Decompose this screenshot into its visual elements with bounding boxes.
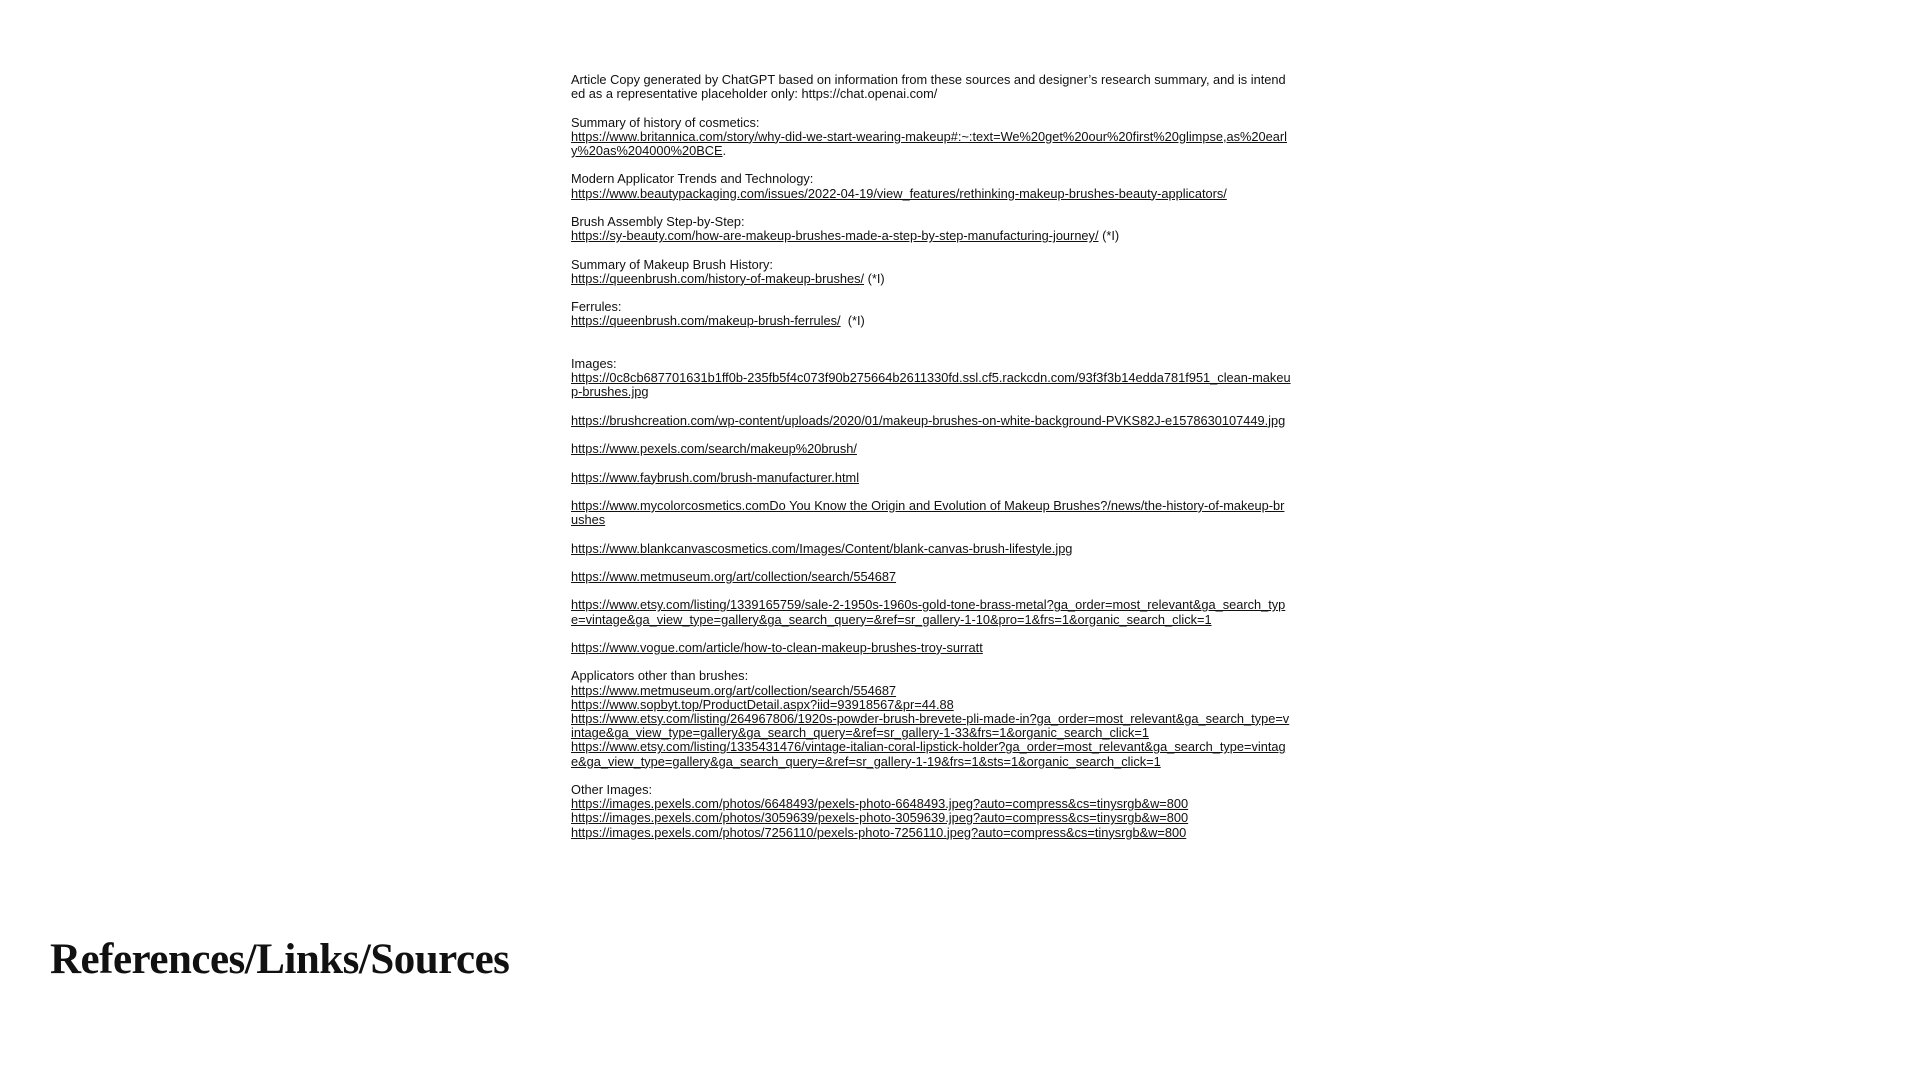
image-link-2[interactable]: https://brushcreation.com/wp-content/uploads/2020/01/makeup-brushes-on-white-background-PVKS82J-e1578630107449.jpg xyxy=(571,412,1286,428)
image-link-block-5 xyxy=(571,499,1291,527)
image-link-block-3 xyxy=(571,442,1291,456)
other-image-link-2[interactable]: https://images.pexels.com/photos/3059639/pexels-photo-3059639.jpeg?auto=compress&cs=tinysrgb&w=800 xyxy=(571,810,1189,826)
image-link-block-2 xyxy=(571,414,1291,428)
image-link-6[interactable]: https://www.blankcanvascosmetics.com/Images/Content/blank-canvas-brush-lifestyle.jpg xyxy=(571,540,1073,556)
applicator-link-2[interactable]: https://www.sopbyt.top/ProductDetail.aspx?iid=93918567&pr=44.88 xyxy=(571,696,954,712)
applicator-trends-block xyxy=(571,172,1291,200)
references-list xyxy=(571,73,1291,840)
applicators-block xyxy=(571,669,1291,768)
image-link-8[interactable]: https://www.etsy.com/listing/1339165759/sale-2-1950s-1960s-gold-tone-brass-metal?ga_order=most_relevant&ga_search_type=vintage&ga_view_type=gallery&ga_search_query=&ref=sr_gallery-1-10&pro=1&frs=1&organic_search_click=1 xyxy=(571,597,1286,627)
brush-history-note: (*I) xyxy=(864,270,885,286)
history-cosmetics-block xyxy=(571,116,1291,159)
ferrules-note: (*I) xyxy=(840,313,865,329)
history-cosmetics-link[interactable]: https://www.britannica.com/story/why-did-we-start-wearing-makeup#:~:text=We%20get%20our%20first%20glimpse,as%20early%20as%204000%20BCE xyxy=(571,128,1288,158)
brush-assembly-block xyxy=(571,215,1291,243)
page-title: References/Links/Sources xyxy=(50,935,510,983)
brush-history-entry xyxy=(571,272,1291,286)
image-link-3[interactable]: https://www.pexels.com/search/makeup%20brush/ xyxy=(571,441,857,457)
applicator-trends-link[interactable]: https://www.beautypackaging.com/issues/2022-04-19/view_features/rethinking-makeup-brushes-beauty-applicators/ xyxy=(571,185,1227,201)
ferrules-link[interactable]: https://queenbrush.com/makeup-brush-ferrules/ xyxy=(571,313,841,329)
applicators-label: Applicators other than brushes: xyxy=(571,668,749,684)
ferrules-block xyxy=(571,300,1291,328)
other-images-block xyxy=(571,783,1291,840)
image-link-4[interactable]: https://www.faybrush.com/brush-manufacturer.html xyxy=(571,469,860,485)
brush-history-block xyxy=(571,258,1291,286)
image-link-1[interactable]: https://0c8cb687701631b1ff0b-235fb5f4c073f90b275664b2611330fd.ssl.cf5.rackcdn.com/93f3f3b14edda781f951_clean-makeup-brushes.jpg xyxy=(571,370,1291,400)
other-images-label: Other Images: xyxy=(571,781,653,797)
intro-text: Article Copy generated by ChatGPT based on information from these sources and designer’s research summary, and is intended as a representative placeholder only: https://chat.openai.com/ xyxy=(571,72,1286,102)
image-link-block-7 xyxy=(571,570,1291,584)
images-block xyxy=(571,357,1291,400)
brush-assembly-note: (*I) xyxy=(1098,228,1120,244)
image-link-block-4 xyxy=(571,471,1291,485)
applicator-link-1[interactable]: https://www.metmuseum.org/art/collection/search/554687 xyxy=(571,682,897,698)
applicator-trends-label: Modern Applicator Trends and Technology: xyxy=(571,171,814,187)
history-cosmetics-label: Summary of history of cosmetics: xyxy=(571,114,760,130)
applicator-link-3[interactable]: https://www.etsy.com/listing/264967806/1920s-powder-brush-brevete-pli-made-in?ga_order=most_relevant&ga_search_type=vintage&ga_view_type=gallery&ga_search_query=&ref=sr_gallery-1-33&frs=1&organic_search_click=1 xyxy=(571,710,1290,741)
brush-history-link[interactable]: https://queenbrush.com/history-of-makeup-brushes/ xyxy=(571,270,865,286)
brush-assembly-label: Brush Assembly Step-by-Step: xyxy=(571,213,745,229)
history-cosmetics-suffix: . xyxy=(722,143,727,158)
brush-history-label: Summary of Makeup Brush History: xyxy=(571,256,773,272)
intro-block xyxy=(571,73,1291,101)
image-link-5[interactable]: https://www.mycolorcosmetics.comDo You Know the Origin and Evolution of Makeup Brushes?/news/the-history-of-makeup-brushes xyxy=(571,497,1285,528)
image-link-9[interactable]: https://www.vogue.com/article/how-to-clean-makeup-brushes-troy-surratt xyxy=(571,639,983,655)
history-cosmetics-entry xyxy=(571,130,1291,158)
image-link-block-9 xyxy=(571,641,1291,655)
ferrules-label: Ferrules: xyxy=(571,299,622,315)
other-image-link-1[interactable]: https://images.pexels.com/photos/6648493/pexels-photo-6648493.jpeg?auto=compress&cs=tinysrgb&w=800 xyxy=(571,796,1189,812)
images-label: Images: xyxy=(571,355,617,371)
other-image-link-3[interactable]: https://images.pexels.com/photos/7256110/pexels-photo-7256110.jpeg?auto=compress&cs=tinysrgb&w=800 xyxy=(571,824,1187,840)
image-link-block-8 xyxy=(571,598,1291,626)
image-link-block-6 xyxy=(571,542,1291,556)
applicator-link-4[interactable]: https://www.etsy.com/listing/1335431476/vintage-italian-coral-lipstick-holder?ga_order=most_relevant&ga_search_type=vintage&ga_view_type=gallery&ga_search_query=&ref=sr_gallery-1-19&frs=1&sts=1&organic_search_click=1 xyxy=(571,739,1286,769)
image-link-7[interactable]: https://www.metmuseum.org/art/collection/search/554687 xyxy=(571,568,897,584)
ferrules-entry xyxy=(571,314,1291,328)
brush-assembly-link[interactable]: https://sy-beauty.com/how-are-makeup-brushes-made-a-step-by-step-manufacturing-journey/ xyxy=(571,228,1099,244)
brush-assembly-entry xyxy=(571,229,1291,243)
